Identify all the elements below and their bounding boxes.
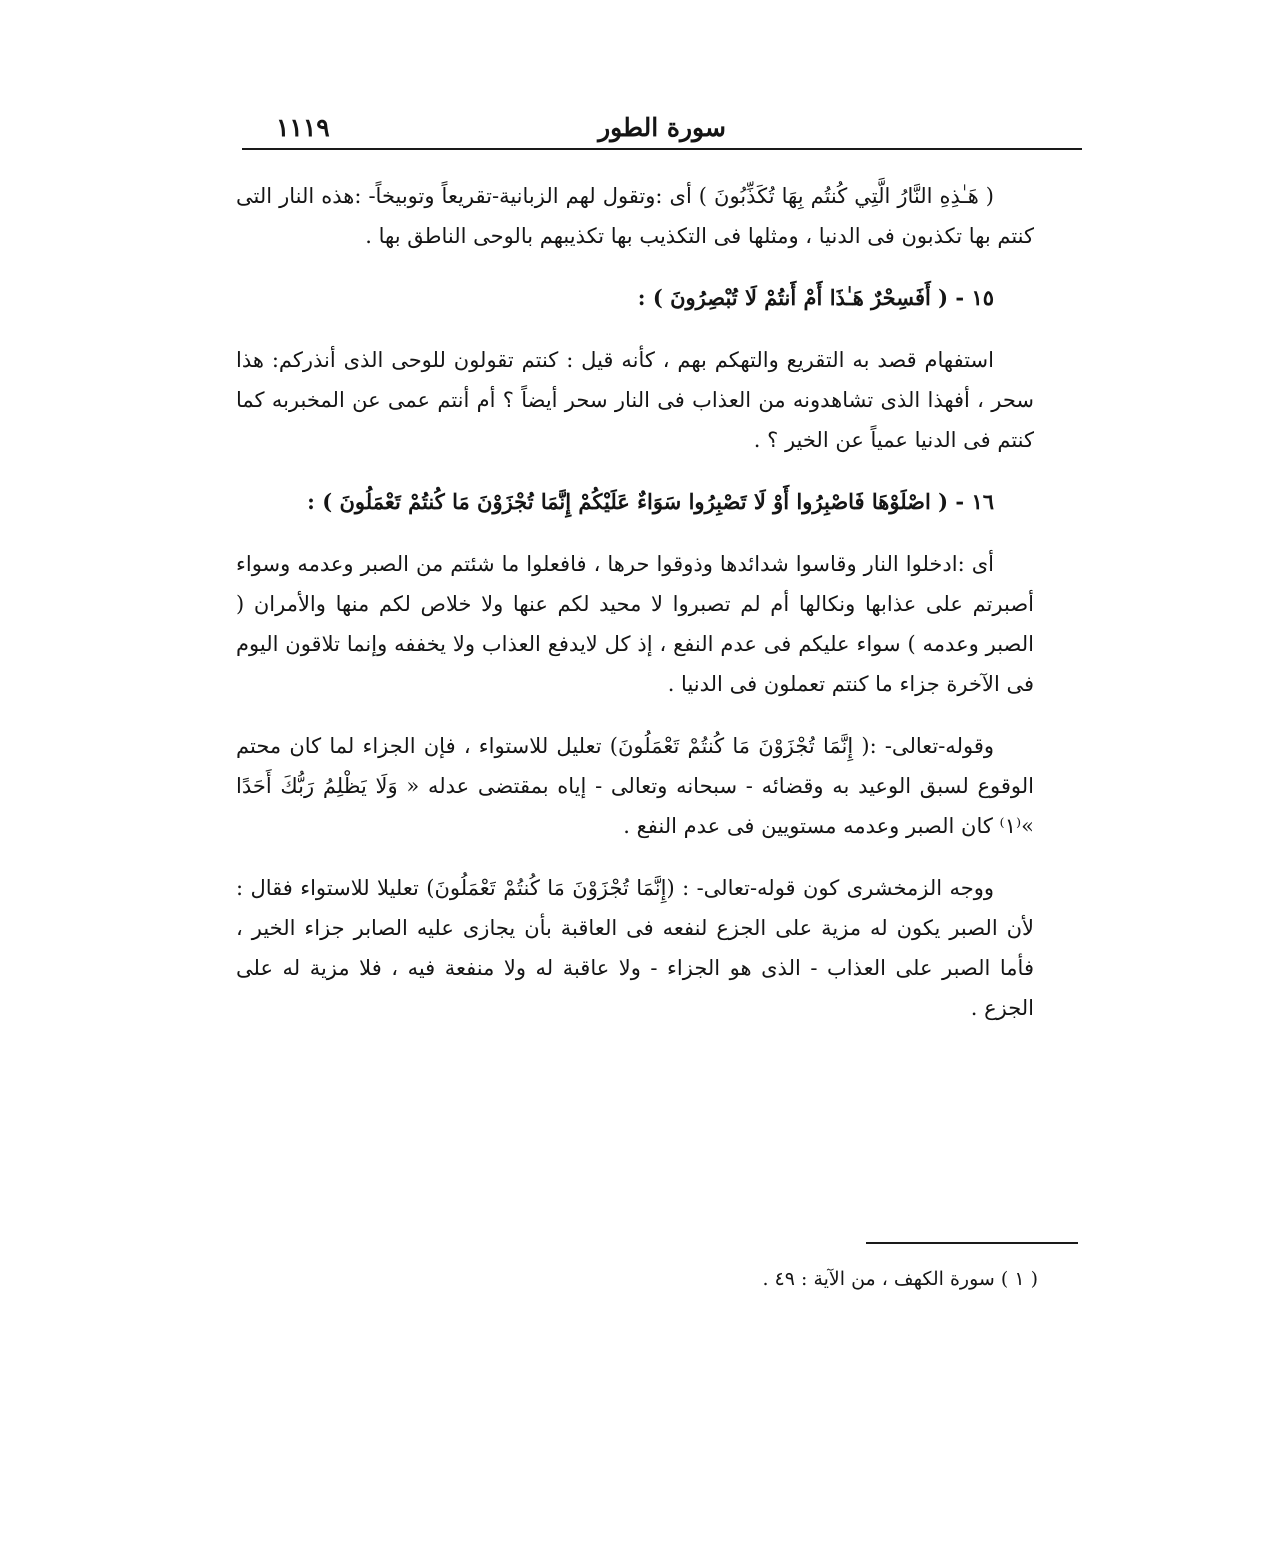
paragraph-intro: ( هَـٰذِهِ النَّارُ الَّتِي كُنتُم بِهَا تُكَذِّبُونَ ) أى :وتقول لهم الزبانية-تقريعاً وتوبيخاً- :هذه النار التى كنتم بها تكذبون فى الدنيا ، ومثلها فى التكذيب بها تكذيبهم بالوحى الناطق بها . xyxy=(236,184,1034,248)
paragraph-tailil: وقوله-تعالى- :( إِنَّمَا تُجْزَوْنَ مَا كُنتُمْ تَعْمَلُونَ) تعليل للاستواء ، فإن الجزاء لما كان محتم الوقوع لسبق الوعيد به وقضائه - سبحانه وتعالى - إياه بمقتضى عدله « وَلَا يَظْلِمُ رَبُّكَ أَحَدًا »⁽١⁾ كان الصبر وعدمه مستويين فى عدم النفع . xyxy=(236,734,1034,838)
page-number: ١١١٩ xyxy=(276,113,330,142)
verse-16-heading: ١٦ - ( اصْلَوْهَا فَاصْبِرُوا أَوْ لَا تَصْبِرُوا سَوَاءٌ عَلَيْكُمْ إِنَّمَا تُجْزَوْنَ مَا كُنتُمْ تَعْمَلُونَ ) : xyxy=(307,489,994,514)
paragraph-verse-15-commentary: استفهام قصد به التقريع والتهكم بهم ، كأنه قيل : كنتم تقولون للوحى الذى أنذركم: هذا سحر ، أفهذا الذى تشاهدونه من العذاب فى النار سحر أيضاً ؟ أم أنتم عمى عن المخبربه كما كنتم فى الدنيا عمياً عن الخير ؟ . xyxy=(236,348,1034,452)
paragraph-zamakhshari: ووجه الزمخشرى كون قوله-تعالى- : (إِنَّمَا تُجْزَوْنَ مَا كُنتُمْ تَعْمَلُونَ) تعليلا للاستواء فقال : لأن الصبر يكون له مزية على الجزع لنفعه فى العاقبة بأن يجازى عليه الصابر جزاء الخير ، فأما الصبر على العذاب - الذى هو الجزاء - ولا عاقبة له ولا منفعة فيه ، فلا مزية له على الجزع . xyxy=(236,876,1034,1020)
header-divider xyxy=(242,148,1082,150)
verse-15-heading: ١٥ - ( أَفَسِحْرٌ هَـٰذَا أَمْ أَنتُمْ لَا تُبْصِرُونَ ) : xyxy=(637,285,994,310)
footnote-divider xyxy=(866,1242,1078,1244)
main-text xyxy=(236,176,1034,1028)
paragraph-verse-16-commentary: أى :ادخلوا النار وقاسوا شدائدها وذوقوا حرها ، فافعلوا ما شئتم من الصبر وعدمه وسواء أصبرتم على عذابها ونكالها أم لم تصبروا لا محيد لكم عنها ولا خلاص لكم منها والأمران ( الصبر وعدمه ) سواء عليكم فى عدم النفع ، إذ كل لايدفع العذاب ولا يخففه وإنما تلاقون اليوم فى الآخرة جزاء ما كنتم تعملون فى الدنيا . xyxy=(236,552,1034,696)
surah-title: سورة الطور xyxy=(598,113,726,142)
footnote: ( ١ ) سورة الكهف ، من الآية : ٤٩ . xyxy=(762,1268,1038,1290)
page-header xyxy=(242,108,1082,148)
